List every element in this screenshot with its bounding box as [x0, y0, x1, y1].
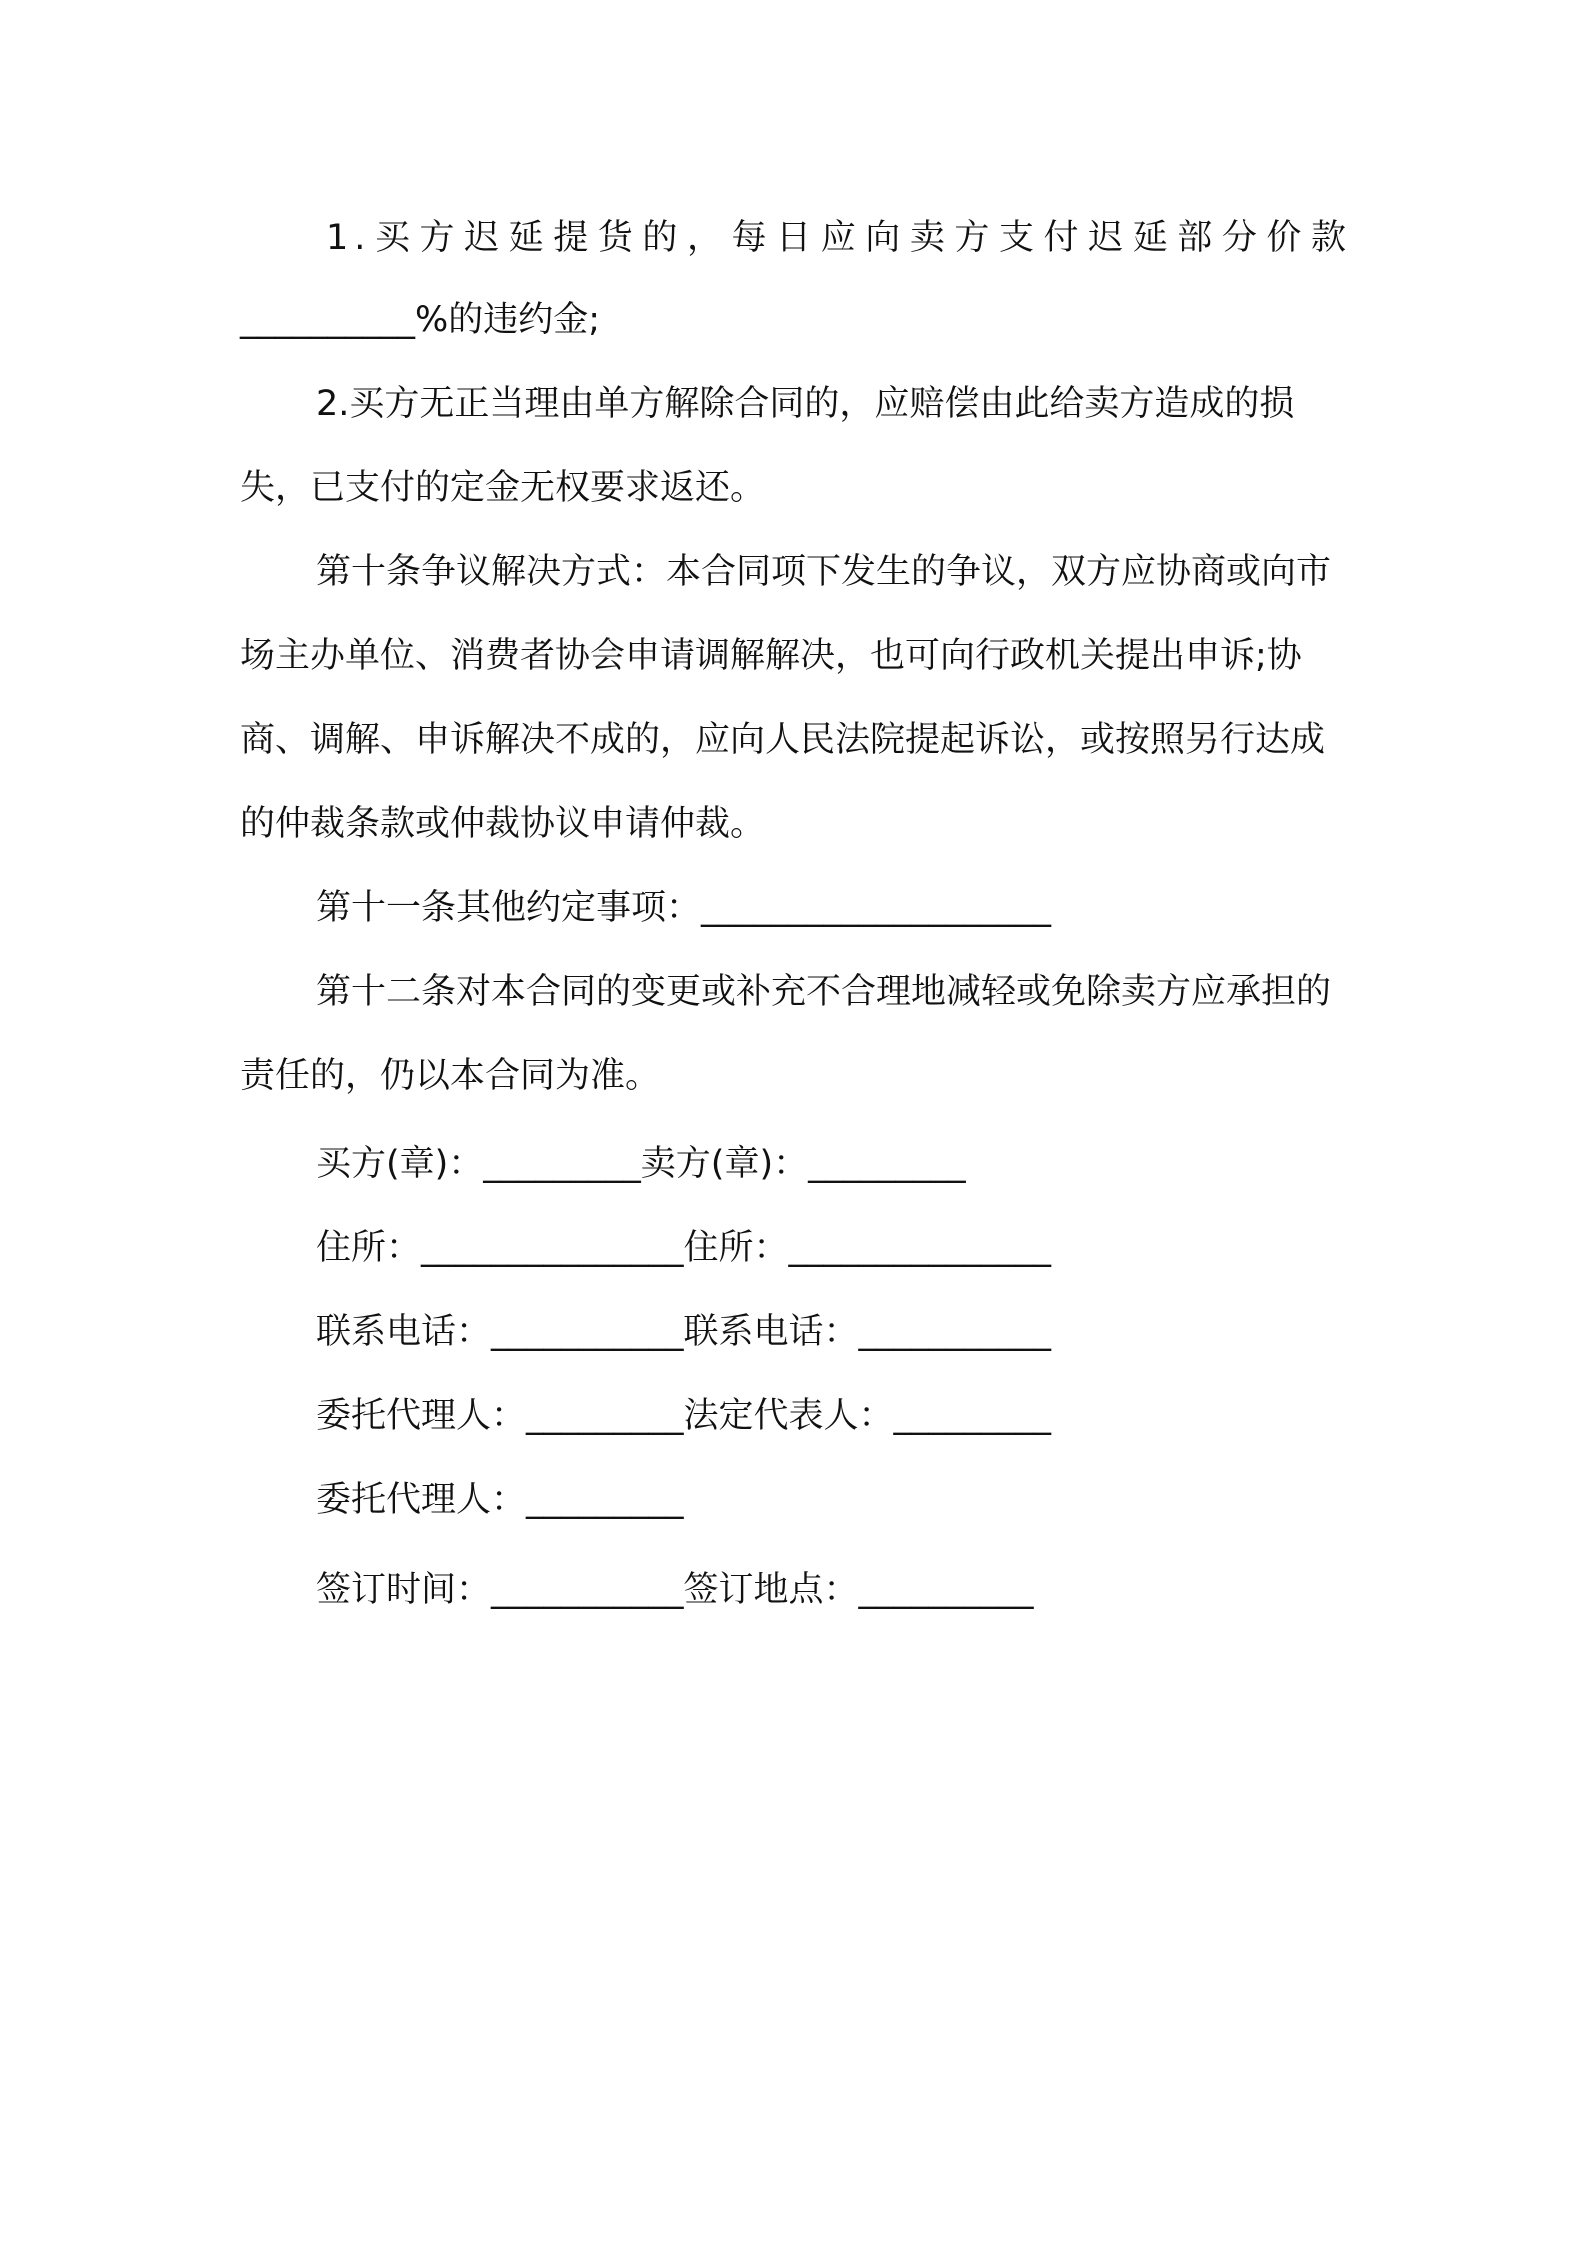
signature-date-place: 签订时间：___________签订地点：__________ — [316, 1570, 1034, 1610]
signature-agent: 委托代理人：_________ — [316, 1480, 684, 1520]
signature-buyer-seller-seal: 买方(章)：_________卖方(章)：_________ — [316, 1144, 966, 1184]
document-body — [240, 196, 1352, 1632]
signature-phone: 联系电话：___________联系电话：___________ — [316, 1312, 1052, 1352]
clause-1-line-2: __________%的违约金; — [240, 300, 601, 340]
article-12-amendments: 第十二条对本合同的变更或补充不合理地减轻或免除卖方应承担的责任的，仍以本合同为准。 — [240, 972, 1332, 1096]
signature-address: 住所：_______________住所：_______________ — [316, 1228, 1052, 1268]
article-11-other-terms: 第十一条其他约定事项：____________________ — [316, 888, 1052, 928]
clause-1-line-1: 1.买方迟延提货的，每日应向卖方支付迟延部分价款 — [326, 218, 1352, 258]
clause-2: 2.买方无正当理由单方解除合同的，应赔偿由此给卖方造成的损失，已支付的定金无权要求返还。 — [240, 384, 1295, 508]
signature-agent-legal-rep: 委托代理人：_________法定代表人：_________ — [316, 1396, 1052, 1436]
article-10-dispute-resolution: 第十条争议解决方式：本合同项下发生的争议，双方应协商或向市场主办单位、消费者协会申请调解解决，也可向行政机关提出申诉;协商、调解、申诉解决不成的，应向人民法院提起诉讼，或按照另行达成的仲裁条款或仲裁协议申请仲裁。 — [240, 552, 1332, 844]
